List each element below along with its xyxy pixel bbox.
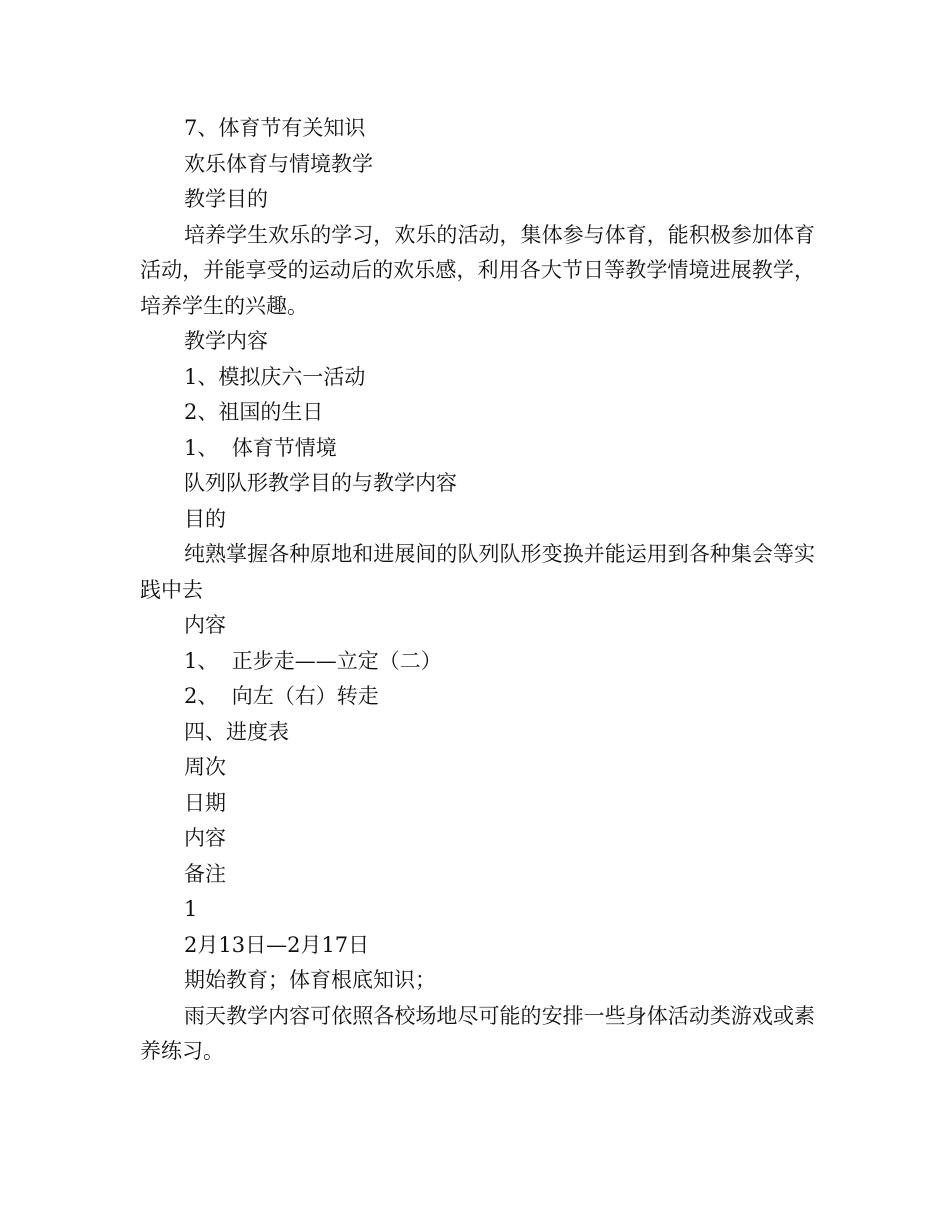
table-header-cell: 备注 — [184, 861, 226, 886]
table-cell: 期始教育；体育根底知识； — [184, 968, 436, 992]
list-item: 1、 正步走——立定（二） — [184, 648, 442, 673]
text-line: 7、体育节有关知识 — [184, 116, 366, 140]
table-cell: 2月13日—2月17日 — [184, 932, 370, 957]
list-item: 2、祖国的生日 — [184, 400, 324, 424]
table-header-cell: 周次 — [184, 755, 226, 779]
list-item: 1、 体育节情境 — [184, 435, 337, 460]
table-header-cell: 日期 — [184, 790, 226, 815]
list-item: 2、 向左（右）转走 — [184, 684, 379, 708]
document-body — [140, 111, 815, 1070]
section-heading: 欢乐体育与情境教学 — [184, 151, 373, 176]
subsection-heading: 教学目的 — [184, 187, 268, 211]
subsection-heading: 内容 — [184, 613, 226, 637]
paragraph: 雨天教学内容可依照各校场地尽可能的安排一些身体活动类游戏或素养练习。 — [140, 1003, 815, 1063]
list-item: 1、模拟庆六一活动 — [184, 364, 366, 389]
table-cell: 1 — [184, 897, 198, 921]
section-heading: 队列队形教学目的与教学内容 — [184, 471, 457, 495]
paragraph: 纯熟掌握各种原地和进展间的队列队形变换并能运用到各种集会等实践中去 — [140, 542, 815, 602]
section-heading: 四、进度表 — [184, 719, 289, 744]
paragraph: 培养学生欢乐的学习，欢乐的活动，集体参与体育，能积极参加体育活动，并能享受的运动后的欢乐感，利用各大节日等教学情境进展教学，培养学生的兴趣。 — [140, 222, 815, 318]
subsection-heading: 目的 — [184, 506, 226, 531]
subsection-heading: 教学内容 — [184, 329, 268, 353]
table-header-cell: 内容 — [184, 826, 226, 850]
